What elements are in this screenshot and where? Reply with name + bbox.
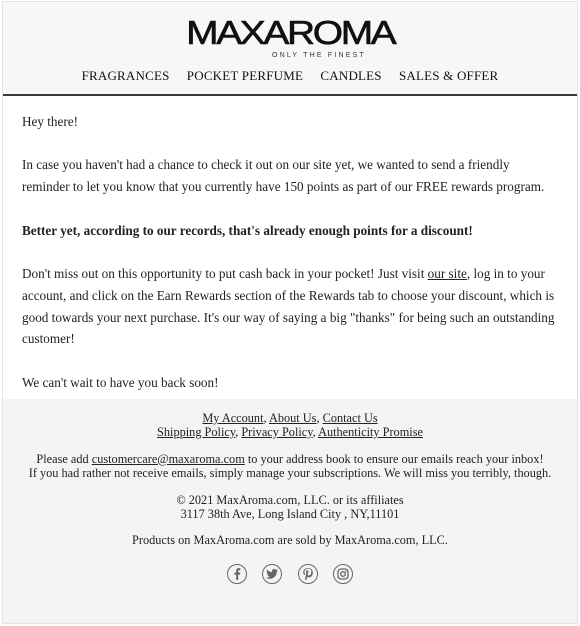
contact-us-link[interactable]: Contact Us (322, 411, 378, 425)
privacy-policy-link[interactable]: Privacy Policy (241, 424, 313, 439)
greeting: Hey there! (22, 114, 79, 129)
our-site-link[interactable]: our site (427, 265, 467, 281)
authenticity-promise-link[interactable]: Authenticity Promise (318, 424, 423, 439)
logo-tagline: ONLY THE FINEST (271, 52, 367, 59)
nav-pocket-perfume[interactable]: POCKET PERFUME (186, 68, 304, 83)
logo[interactable] (3, 14, 577, 59)
email-frame (2, 1, 578, 624)
link-separator: , (316, 411, 320, 425)
instructions-paragraph (22, 263, 558, 350)
reminder-paragraph: In case you haven't had a chance to check it out on our site yet, we wanted to send a friendly reminder to let you know that you currently have 150 points as part of our FREE rewards program. (22, 157, 545, 195)
nav-candles[interactable]: CANDLES (320, 68, 382, 83)
pinterest-icon[interactable] (298, 564, 318, 584)
nav-sales-offer[interactable]: SALES & OFFER (399, 68, 499, 83)
my-account-link[interactable]: My Account (202, 411, 264, 425)
social-links (3, 564, 577, 584)
email-footer (3, 399, 577, 623)
unsubscribe-text: If you had rather not receive emails, simply manage your subscriptions. We will miss you terribly, though. (28, 465, 552, 480)
instagram-icon[interactable] (333, 564, 353, 584)
about-us-link[interactable]: About Us (268, 411, 317, 425)
main-nav (3, 68, 577, 84)
link-separator: , (312, 424, 316, 439)
sold-by-text: Products on MaxAroma.com are sold by MaxAroma.com, LLC. (132, 533, 448, 548)
address-book-text-end: to your address book to ensure our emails reach your inbox! (244, 451, 544, 466)
company-address: 3117 38th Ave, Long Island City , NY,11101 (180, 506, 400, 521)
shipping-policy-link[interactable]: Shipping Policy (157, 424, 236, 439)
discount-highlight: Better yet, according to our records, that's already enough points for a discount! (22, 222, 473, 238)
address-book-line (3, 453, 577, 467)
link-separator: , (263, 411, 267, 425)
facebook-icon[interactable] (227, 564, 247, 584)
instructions-text-start: Don't miss out on this opportunity to put cash back in your pocket! Just visit (22, 265, 428, 281)
email-body (3, 96, 577, 394)
closing-line: We can't wait to have you back soon! (22, 374, 219, 390)
customer-care-email-link[interactable]: customercare@maxaroma.com (91, 451, 245, 466)
footer-links-row-2 (3, 426, 577, 440)
link-separator: , (235, 424, 239, 439)
copyright-text: © 2021 MaxAroma.com, LLC. or its affiliates (176, 492, 404, 507)
nav-fragrances[interactable]: FRAGRANCES (81, 68, 170, 83)
company-info (3, 494, 577, 522)
address-book-notice (3, 453, 577, 481)
logo-text: MAXAROMA (185, 14, 395, 51)
address-book-text-start: Please add (36, 451, 92, 466)
twitter-icon[interactable] (262, 564, 282, 584)
footer-links-row-1 (3, 412, 577, 426)
footer-links (3, 412, 577, 440)
instructions-text-end: , log in to your account, and click on the Earn Rewards section of the Rewards tab to choose your discount, which is good towards your next purchase. It's our way of saying a big "thanks" for being such an outstanding customer! (22, 265, 555, 347)
email-header (3, 2, 577, 96)
